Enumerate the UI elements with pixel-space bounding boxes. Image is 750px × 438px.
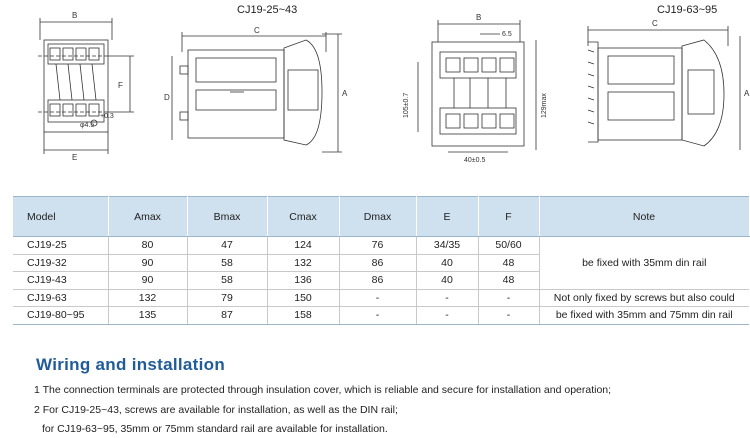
header-bmax: Bmax <box>187 197 267 237</box>
dim-f-label: F <box>118 81 123 90</box>
header-note: Note <box>539 197 749 237</box>
side-view-drawing <box>172 32 342 152</box>
dim-e-label: E <box>72 153 78 162</box>
table-cell: 79 <box>187 289 267 307</box>
table-cell: 87 <box>187 307 267 325</box>
dim-tolerance-label: +0.3 <box>100 113 114 120</box>
front-view-large-drawing <box>418 20 536 152</box>
note-cell-rails: be fixed with 35mm and 75mm din rail <box>539 307 749 325</box>
dim-129-label: 129max <box>541 93 548 118</box>
table-cell: 48 <box>478 272 539 290</box>
table-cell: 158 <box>267 307 339 325</box>
table-cell: CJ19-25 <box>13 237 108 255</box>
instruction-line-3: for CJ19-63~95, 35mm or 75mm standard rail are available for installation. <box>42 423 388 435</box>
table-cell: 132 <box>108 289 187 307</box>
table-cell: 90 <box>108 272 187 290</box>
table-cell: 135 <box>108 307 187 325</box>
table-cell: 47 <box>187 237 267 255</box>
table-cell: - <box>478 289 539 307</box>
header-amax: Amax <box>108 197 187 237</box>
header-e: E <box>416 197 478 237</box>
dim-105-label: 105±0.7 <box>403 92 410 118</box>
table-row <box>13 307 749 325</box>
table-row <box>13 289 749 307</box>
dim-c2-label: C <box>652 19 658 28</box>
table-cell: CJ19-32 <box>13 254 108 272</box>
table-cell: - <box>416 307 478 325</box>
table-cell: 40 <box>416 254 478 272</box>
instruction-line-1: 1 The connection terminals are protected through insulation cover, which is reliable and secure for installation and operation; <box>34 384 612 396</box>
table-cell: 86 <box>339 254 416 272</box>
section-title: Wiring and installation <box>36 355 226 374</box>
table-cell: 80 <box>108 237 187 255</box>
spec-table <box>13 196 750 325</box>
table-cell: 34/35 <box>416 237 478 255</box>
table-cell: 132 <box>267 254 339 272</box>
table-cell: - <box>416 289 478 307</box>
table-cell: CJ19-43 <box>13 272 108 290</box>
table-cell: - <box>339 289 416 307</box>
dim-6-5-label: 6.5 <box>502 31 512 38</box>
table-cell: 86 <box>339 272 416 290</box>
dim-b2-label: B <box>476 13 482 22</box>
table-cell: 136 <box>267 272 339 290</box>
drawing-title-right: CJ19-63~95 <box>657 4 718 16</box>
dim-b-label: B <box>72 11 78 20</box>
header-model: Model <box>13 197 108 237</box>
note-cell-din-rail: be fixed with 35mm din rail <box>539 237 749 290</box>
instruction-line-2: 2 For CJ19-25~43, screws are available for installation, as well as the DIN rail; <box>34 404 398 416</box>
table-cell: 48 <box>478 254 539 272</box>
table-cell: 58 <box>187 254 267 272</box>
note-cell-screws: Not only fixed by screws but also could <box>539 289 749 307</box>
dim-a-label: A <box>342 89 348 98</box>
side-view-large-drawing <box>588 26 740 150</box>
header-cmax: Cmax <box>267 197 339 237</box>
table-cell: CJ19-63 <box>13 289 108 307</box>
dim-hole-label: φ4.5 <box>80 122 95 129</box>
drawing-title-left: CJ19-25~43 <box>237 4 298 16</box>
dim-40-label: 40±0.5 <box>464 157 486 164</box>
table-cell: 90 <box>108 254 187 272</box>
table-cell: CJ19-80~95 <box>13 307 108 325</box>
table-cell: - <box>339 307 416 325</box>
dim-a2-label: A <box>744 89 750 98</box>
header-f: F <box>478 197 539 237</box>
dim-c-label: C <box>254 26 260 35</box>
table-cell: - <box>478 307 539 325</box>
table-cell: 50/60 <box>478 237 539 255</box>
table-cell: 76 <box>339 237 416 255</box>
table-cell: 124 <box>267 237 339 255</box>
header-dmax: Dmax <box>339 197 416 237</box>
dim-d-label: D <box>164 93 170 102</box>
table-row <box>13 237 749 255</box>
table-cell: 150 <box>267 289 339 307</box>
table-cell: 40 <box>416 272 478 290</box>
table-header-row <box>13 197 749 237</box>
dimension-drawings <box>0 0 750 185</box>
table-cell: 58 <box>187 272 267 290</box>
